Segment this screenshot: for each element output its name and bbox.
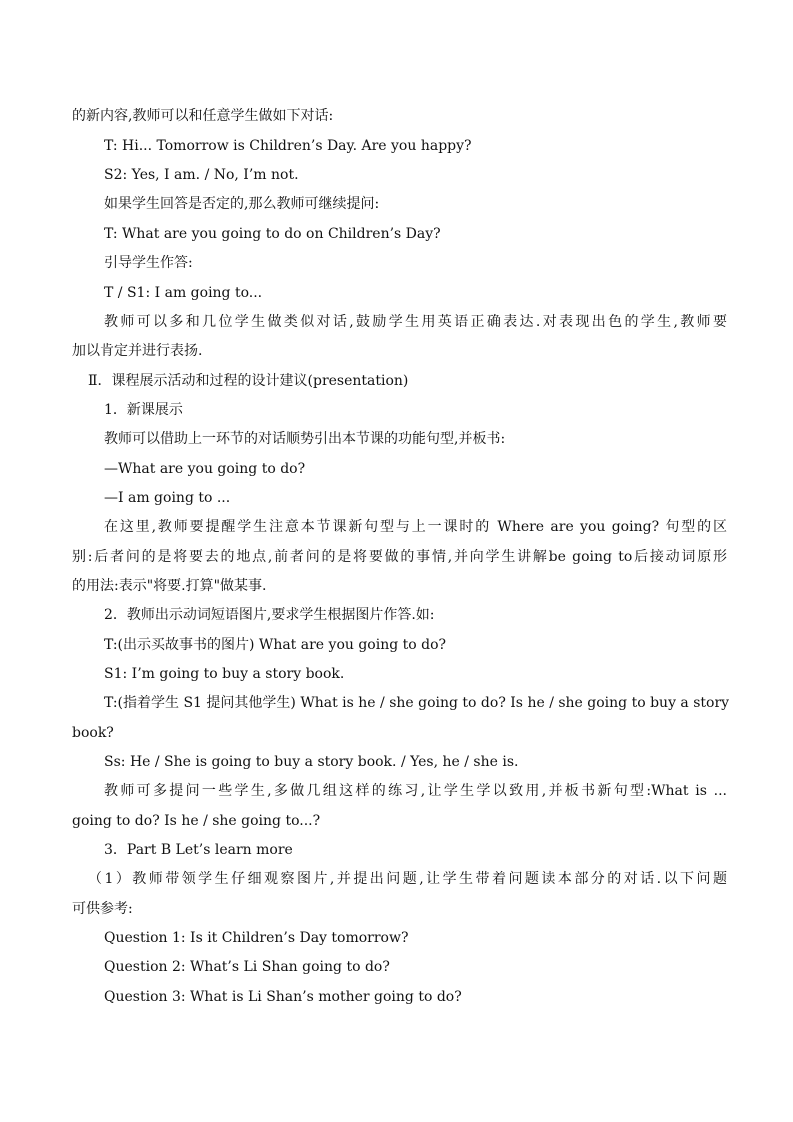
text-line: 的用法:表示"将要.打算"做某事.	[72, 578, 267, 594]
text-line: 教师可以借助上一环节的对话顺势引出本节课的功能句型,并板书:	[104, 431, 506, 447]
text-line: Question 1: Is it Children’s Day tomorrow?	[104, 930, 409, 946]
text-line: T: What are you going to do on Children’s Day?	[104, 226, 441, 242]
text-line: （1）教师带领学生仔细观察图片,并提出问题,让学生带着问题读本部分的对话.以下问题	[88, 871, 727, 887]
text-line: 2．教师出示动词短语图片,要求学生根据图片作答.如:	[104, 607, 435, 623]
text-line: 在这里,教师要提醒学生注意本节课新句型与上一课时的 Where are you going? 句型的区	[104, 519, 727, 535]
text-line: 教师可多提问一些学生,多做几组这样的练习,让学生学以致用,并板书新句型:What is ...	[104, 783, 727, 799]
text-line: —What are you going to do?	[104, 461, 306, 477]
text-line: Question 3: What is Li Shan’s mother going to do?	[104, 989, 462, 1005]
text-line: —I am going to ...	[104, 490, 231, 506]
text-line: 的新内容,教师可以和任意学生做如下对话:	[72, 108, 334, 124]
text-line: Question 2: What’s Li Shan going to do?	[104, 959, 390, 975]
text-line: T:(指着学生 S1 提问其他学生) What is he / she going to do? Is he / she going to buy a story	[104, 695, 730, 711]
text-line: 别:后者问的是将要去的地点,前者问的是将要做的事情,并向学生讲解be going to后接动词原形	[72, 549, 727, 565]
text-line: 1．新课展示	[104, 402, 183, 418]
text-line: T: Hi... Tomorrow is Children’s Day. Are you happy?	[104, 138, 472, 154]
text-line: 如果学生回答是否定的,那么教师可继续提问:	[104, 196, 380, 212]
text-line: T / S1: I am going to...	[104, 285, 263, 301]
text-line: 加以肯定并进行表扬.	[72, 343, 203, 359]
text-line: going to do? Is he / she going to...?	[72, 813, 321, 829]
text-line: S2: Yes, I am. / No, I’m not.	[104, 167, 299, 183]
text-line: T:(出示买故事书的图片) What are you going to do?	[104, 637, 447, 653]
text-line: 3．Part B Let’s learn more	[104, 842, 293, 858]
text-line: 教师可以多和几位学生做类似对话,鼓励学生用英语正确表达.对表现出色的学生,教师要	[104, 314, 727, 330]
text-line: 引导学生作答:	[104, 255, 193, 271]
text-line: S1: I’m going to buy a story book.	[104, 666, 345, 682]
text-line: Ss: He / She is going to buy a story book. / Yes, he / she is.	[104, 754, 519, 770]
text-line: 可供参考:	[72, 901, 133, 917]
section-heading: Ⅱ．课程展示活动和过程的设计建议(presentation)	[88, 373, 409, 389]
text-line: book?	[72, 725, 114, 741]
